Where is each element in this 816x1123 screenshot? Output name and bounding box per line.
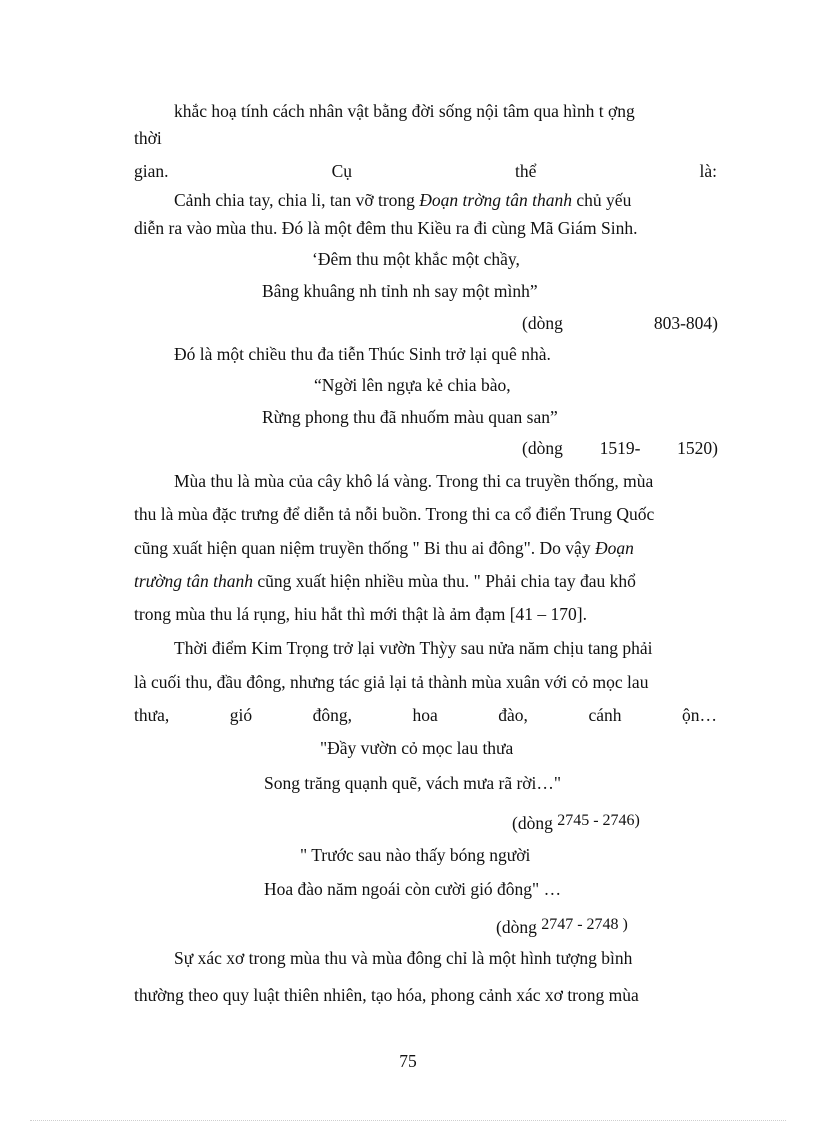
citation-part: (dòng xyxy=(512,813,558,833)
verse-citation xyxy=(512,810,640,834)
justified-line xyxy=(134,160,717,182)
paragraph-line xyxy=(134,570,636,592)
word: cánh xyxy=(588,705,622,725)
verse-line: “Ngời lên ngựa kẻ chia bào, xyxy=(314,375,511,395)
verse-line: " Trước sau nào thấy bóng người xyxy=(300,845,531,865)
word: đào, xyxy=(498,705,528,725)
paragraph-line: thu là mùa đặc trưng để diễn tả nỗi buồn. Trong thi ca cổ điển Trung Quốc xyxy=(134,504,655,524)
page-number: 75 xyxy=(399,1051,417,1071)
text-run: chủ yếu xyxy=(572,190,632,210)
verse-line: "Đầy vườn cỏ mọc lau thưa xyxy=(320,738,514,758)
word: thể xyxy=(515,161,537,181)
paragraph-line: là cuối thu, đầu đông, nhưng tác giả lại tả thành mùa xuân với cỏ mọc lau xyxy=(134,672,649,692)
citation-part: 1520) xyxy=(677,438,718,458)
word: gian. xyxy=(134,161,169,181)
paragraph-line: khắc hoạ tính cách nhân vật bằng đời sống nội tâm qua hình t ợng xyxy=(174,101,635,121)
citation-part: 803-804) xyxy=(653,313,718,333)
word: thưa, xyxy=(134,705,170,725)
word: đông, xyxy=(312,705,352,725)
paragraph-line: thường theo quy luật thiên nhiên, tạo hóa, phong cảnh xác xơ trong mùa xyxy=(134,985,639,1005)
word: ộn… xyxy=(681,705,717,725)
citation-part: (dòng xyxy=(522,313,563,333)
paragraph-line xyxy=(134,537,634,559)
justified-line xyxy=(134,704,717,726)
word: hoa xyxy=(412,705,438,725)
italic-title: Đoạn xyxy=(594,538,634,558)
paragraph-line: Sự xác xơ trong mùa thu và mùa đông chỉ là một hình tượng bình xyxy=(174,948,633,968)
verse-line: ‘Đêm thu một khắc một chầy, xyxy=(312,249,520,269)
word: là: xyxy=(699,161,717,181)
text-run: Cảnh chia tay, chia li, tan vỡ trong xyxy=(174,190,420,210)
paragraph-line: Đó là một chiều thu đa tiễn Thúc Sinh trở lại quê nhà. xyxy=(174,344,551,364)
paragraph-line: Mùa thu là mùa của cây khô lá vàng. Trong thi ca truyền thống, mùa xyxy=(174,471,654,491)
verse-line: Song trăng quạnh quẽ, vách mưa rã rời…" xyxy=(264,773,562,793)
paragraph-line: diễn ra vào mùa thu. Đó là một đêm thu Kiều ra đi cùng Mã Giám Sinh. xyxy=(134,218,638,238)
verse-citation xyxy=(522,312,718,334)
paragraph-line xyxy=(174,189,631,211)
page-edge-divider xyxy=(30,1120,786,1121)
citation-part: 1519- xyxy=(599,438,641,458)
verse-line: Hoa đào năm ngoái còn cười gió đông" … xyxy=(264,879,562,899)
citation-lines: 2745 - 2746) xyxy=(557,812,640,829)
citation-lines: 2747 - 2748 ) xyxy=(541,916,628,933)
word: Cụ xyxy=(331,161,352,181)
text-run: cũng xuất hiện quan niệm truyền thống " Bi thu ai đông". Do vậy xyxy=(134,538,595,558)
verse-line: Bâng khuâng nh tỉnh nh say một mình” xyxy=(262,281,538,301)
verse-line: Rừng phong thu đã nhuốm màu quan san” xyxy=(262,407,558,427)
text-run: cũng xuất hiện nhiều mùa thu. " Phải chia tay đau khổ xyxy=(253,571,636,591)
verse-citation xyxy=(496,914,628,938)
citation-part: (dòng xyxy=(522,438,563,458)
paragraph-line: trong mùa thu lá rụng, hiu hắt thì mới thật là ảm đạm [41 – 170]. xyxy=(134,604,587,624)
word: gió xyxy=(229,705,253,725)
paragraph-line: thời xyxy=(134,128,162,148)
italic-title: trường tân thanh xyxy=(134,571,254,591)
paragraph-line: Thời điểm Kim Trọng trở lại vườn Thỳy sau nửa năm chịu tang phải xyxy=(174,638,653,658)
citation-part: (dòng xyxy=(496,917,542,937)
italic-title: Đoạn trờng tân thanh xyxy=(419,190,573,210)
verse-citation xyxy=(522,437,718,459)
